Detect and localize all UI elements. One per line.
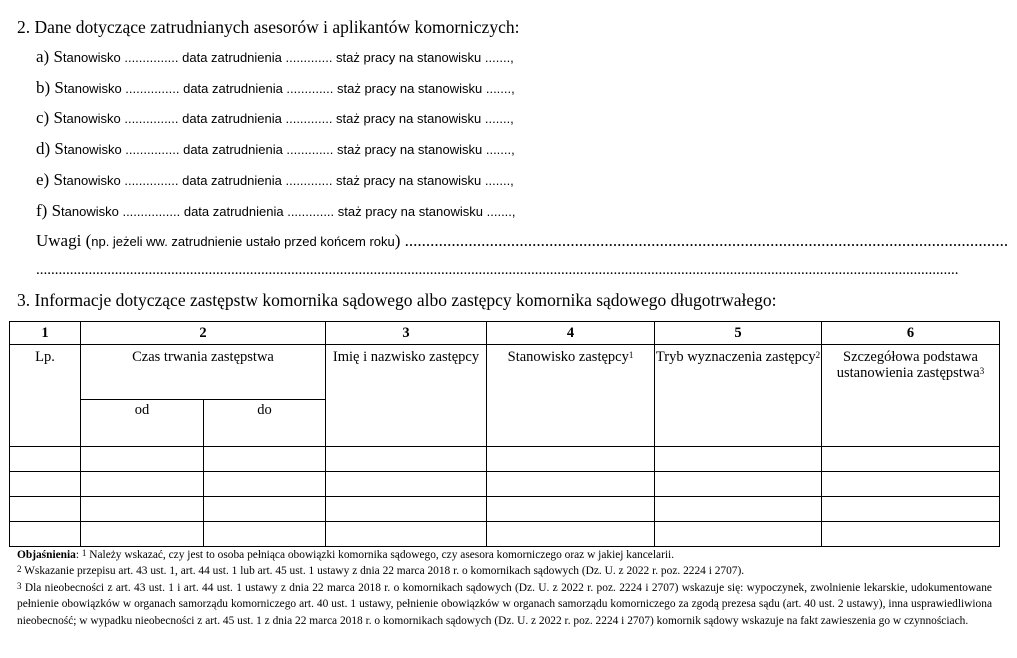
footnote-2: $^2$ Wskazanie przepisu art. 43 ust. 1, art. 44 ust. 1 lub art. 45 ust. 1 ustawy z dnia 22 marca 2018 r. o komornikach sądowych (Dz. U. z 2022 r. poz. 2224 i 2707). xyxy=(17,564,745,578)
cell[interactable] xyxy=(487,522,655,547)
table-row xyxy=(10,522,1000,547)
row-label: a) S xyxy=(36,47,63,66)
footnote-1: Objaśnienia: $^1$ Należy wskazać, czy jest to osoba pełniąca obowiązki komornika sądowego, czy asesora komorniczego oraz w jakiej kancelarii. xyxy=(17,548,675,561)
header-czas: Czas trwania zastępstwa xyxy=(81,345,326,400)
row-fields: tanowisko ................ data zatrudnienia ............. staż pracy na stanowisku ......., xyxy=(61,204,516,219)
row-fields: tanowisko ............... data zatrudnienia ............. staż pracy na stanowisku ......., xyxy=(63,81,515,96)
cell[interactable] xyxy=(10,472,81,497)
cell[interactable] xyxy=(326,472,487,497)
cell[interactable] xyxy=(204,447,326,472)
uwagi-label: Uwagi ( xyxy=(36,231,92,250)
row-fields: tanowisko ............... data zatrudnienia ............. staż pracy na stanowisku ......., xyxy=(63,142,515,157)
header-do: do xyxy=(204,400,326,447)
header-podstawa: Szczegółowa podstawa ustanowienia zastępstwa$^3$ xyxy=(822,345,1000,447)
employee-row-b xyxy=(36,78,515,98)
uwagi-dots: ) .............................................................................................................................................. xyxy=(394,231,1009,250)
uwagi-line-2: ...................................................................................................................................................................................................................................................... xyxy=(36,262,959,278)
cell[interactable] xyxy=(655,447,822,472)
employee-row-c xyxy=(36,108,514,128)
table-row xyxy=(10,497,1000,522)
header-od: od xyxy=(81,400,204,447)
row-fields: tanowisko ............... data zatrudnienia ............. staż pracy na stanowisku ......., xyxy=(62,173,514,188)
cell[interactable] xyxy=(487,447,655,472)
col-number: 2 xyxy=(81,322,326,345)
col-number: 3 xyxy=(326,322,487,345)
col-number: 4 xyxy=(487,322,655,345)
cell[interactable] xyxy=(655,472,822,497)
cell[interactable] xyxy=(204,472,326,497)
cell[interactable] xyxy=(81,522,204,547)
cell[interactable] xyxy=(81,497,204,522)
cell[interactable] xyxy=(326,497,487,522)
cell[interactable] xyxy=(10,522,81,547)
cell[interactable] xyxy=(822,522,1000,547)
col-number: 1 xyxy=(10,322,81,345)
cell[interactable] xyxy=(81,447,204,472)
cell[interactable] xyxy=(655,522,822,547)
section-2-heading: 2. Dane dotyczące zatrudnianych asesorów i aplikantów komorniczych: xyxy=(17,17,520,37)
cell[interactable] xyxy=(487,497,655,522)
cell[interactable] xyxy=(487,472,655,497)
header-imie: Imię i nazwisko zastępcy xyxy=(326,345,487,447)
cell[interactable] xyxy=(81,472,204,497)
employee-row-a xyxy=(36,47,514,67)
row-label: f) S xyxy=(36,201,62,220)
header-stanowisko: Stanowisko zastępcy$^1$ xyxy=(487,345,655,447)
row-label: e) S xyxy=(36,170,63,189)
substitutions-table xyxy=(9,321,1000,547)
footnotes xyxy=(17,547,992,629)
cell[interactable] xyxy=(10,447,81,472)
notes-label: Objaśnienia xyxy=(17,549,76,561)
header-tryb: Tryb wyznaczenia zastępcy$^2$ xyxy=(655,345,822,447)
row-label: d) S xyxy=(36,139,64,158)
header-lp: Lp. xyxy=(10,345,81,447)
employee-row-d xyxy=(36,139,515,159)
cell[interactable] xyxy=(204,497,326,522)
row-label: b) S xyxy=(36,78,64,97)
employee-row-f xyxy=(36,201,516,221)
header-row xyxy=(10,345,1000,400)
col-number: 6 xyxy=(822,322,1000,345)
row-label: c) S xyxy=(36,108,63,127)
cell[interactable] xyxy=(326,522,487,547)
row-fields: tanowisko ............... data zatrudnienia ............. staż pracy na stanowisku ......., xyxy=(62,111,514,126)
cell[interactable] xyxy=(10,497,81,522)
table-row xyxy=(10,472,1000,497)
row-fields: tanowisko ............... data zatrudnienia ............. staż pracy na stanowisku ......., xyxy=(62,50,514,65)
cell[interactable] xyxy=(326,447,487,472)
table-row xyxy=(10,447,1000,472)
cell[interactable] xyxy=(655,497,822,522)
employee-row-e xyxy=(36,170,514,190)
cell[interactable] xyxy=(822,472,1000,497)
col-number: 5 xyxy=(655,322,822,345)
cell[interactable] xyxy=(822,447,1000,472)
footnote-3: $^3$ Dla nieobecności z art. 43 ust. 1 i art. 44 ust. 1 ustawy z dnia 22 marca 2018 r. o komornikach sądowych (Dz. U. z 2022 r. poz. 2224 i 2707) wskazuje się: wypoczynek, zwolnienie lekarskie, udokumentowane pełnienie obowiązków w organach samorządu komorniczego art. 40 ust. 1 ustawy, pełnienie obowiązków w organach samorządu komorniczego za zgodą prezesa sądu (art. 40 ust. 2 ustawy), inna usprawiedliwiona nieobecność; w wypadku nieobecności z art. 45 ust. 1 z dnia 22 marca 2018 r. o komornikach sądowych (Dz. U. z 2022 r. poz. 2224 i 2707) komornik sądowy wskazuje na fakt zawieszenia go w czynnościach. xyxy=(17,580,992,627)
cell[interactable] xyxy=(822,497,1000,522)
column-numbers-row xyxy=(10,322,1000,345)
section-3-heading: 3. Informacje dotyczące zastępstw komornika sądowego albo zastępcy komornika sądowego długotrwałego: xyxy=(17,290,777,310)
uwagi-note: np. jeżeli ww. zatrudnienie ustało przed końcem roku xyxy=(91,234,395,249)
uwagi-row xyxy=(36,231,1008,251)
cell[interactable] xyxy=(204,522,326,547)
